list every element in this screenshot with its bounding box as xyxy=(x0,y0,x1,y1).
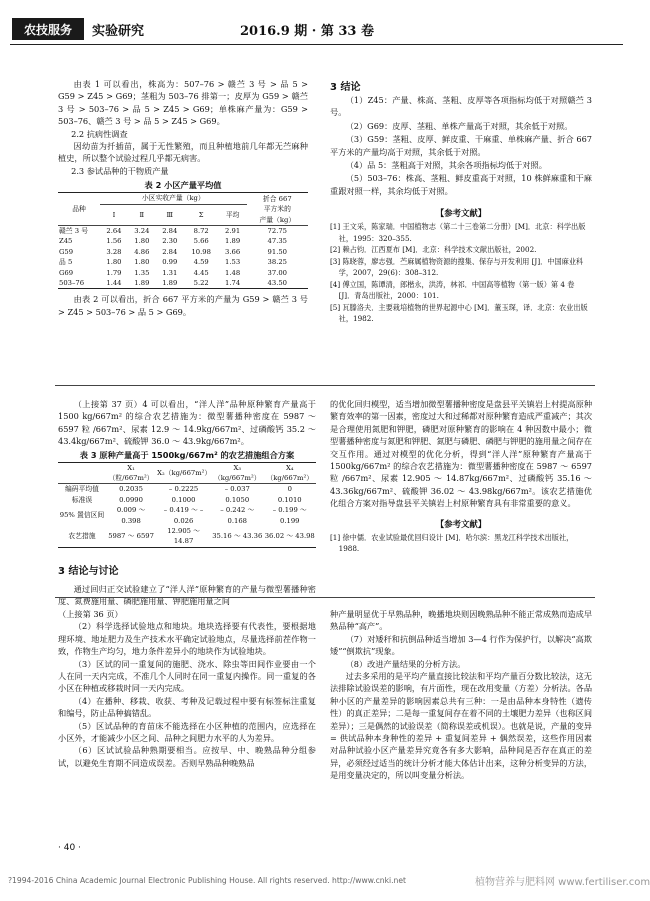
continuation-note: （上接第 36 页） xyxy=(58,609,123,619)
table-cell: 35.16 ～ 43.36 xyxy=(212,532,263,541)
table3-caption: 表 3 原种产量高于 1500kg/667m² 的农艺措施组合方案 xyxy=(79,449,295,460)
reference-item: [1] 王文采，陈家瑞．中国植物志（第二十三卷第二分册）[M]．北京：科学出版社，1995：320–355. xyxy=(330,222,586,243)
section-divider xyxy=(55,385,595,386)
lower-right-column xyxy=(330,608,592,782)
table-row xyxy=(58,236,308,246)
table-row xyxy=(58,505,316,526)
list-item: （5）区试品种的育苗床不能选择在小区种植的范围内，应选择在小区外，才能减少小区之间、品种之间肥力水平的人为差异。 xyxy=(58,720,316,744)
table2-body xyxy=(58,225,308,288)
table3-body xyxy=(58,484,316,547)
table-cell: 1.44 xyxy=(106,279,122,287)
table-cell: 1.89 xyxy=(162,279,178,287)
table-cell: – 0.419 ～ – 0.026 xyxy=(163,506,204,525)
table-cell: – 0.199 ～ 0.199 xyxy=(272,506,307,525)
table-cell: 12.905 ～ 14.87 xyxy=(167,527,200,546)
table-cell: 1.56 xyxy=(106,237,122,246)
table-cell: 1.80 xyxy=(134,258,150,267)
upper-right-column xyxy=(330,78,592,325)
conclusion-item: （1）Z45：产量、株高、茎粗、皮厚等各项指标均低于对照赣苎 3 号。 xyxy=(330,95,592,118)
row-label: 标准误 xyxy=(71,495,93,504)
variety-name: G59 xyxy=(59,247,74,256)
table-cell: 72.75 xyxy=(267,226,288,235)
table-cell: 0.1000 xyxy=(171,495,196,504)
table-cell: 37.00 xyxy=(267,268,288,277)
conclusion-list xyxy=(330,94,592,197)
table2-caption: 表 2 小区产量平均值 xyxy=(144,180,222,191)
heading-conclusion: 3 结论 xyxy=(330,82,361,93)
variety-name: 赣苎 3 号 xyxy=(59,226,89,235)
table2-head-group: 小区实收产量（kg） xyxy=(100,193,247,204)
paragraph-optimal-measures: （上接第 37 页）4 可以看出，“洋人洋”品种原种繁育产量高于 1500 kg/667m² 的综合农艺措施为：微型薯播种密度在 5987 ～ 6597 粒 /667m²、尿素 12.9 ～ 14.9kg/667m²、过磷酸钙 35.2 ～ 43.4kg/667m²、硫酸钾 36.0 ～ 43.9kg/667m²。 xyxy=(58,399,316,447)
table2-head-last: 平方米的 产量（kg） xyxy=(259,205,296,224)
list-item: （6）区试试验品种熟期要相当。应按早、中、晚熟品种分组参试，以避免生育期不同造成误差。否则早熟品种晚熟品 xyxy=(58,745,316,768)
row-label: 95% 置信区间 xyxy=(59,511,105,520)
table-row xyxy=(58,225,308,236)
variety-name: G69 xyxy=(59,268,74,277)
table-cell: 2.91 xyxy=(225,226,241,235)
table-cell: 43.50 xyxy=(267,279,288,287)
conclusion-item: （4）品 5：茎粗高于对照，其余各项指标均低于对照。 xyxy=(345,160,547,171)
table-cell: 10.98 xyxy=(191,247,211,256)
issue-label: 2016.9 期 · 第 33 卷 xyxy=(240,24,374,39)
table-cell: 0.2035 xyxy=(119,485,143,494)
table-cell: 1.79 xyxy=(106,268,122,277)
row-label: 农艺措施 xyxy=(68,532,96,541)
table-cell: – 0.242 ～ 0.168 xyxy=(220,506,255,525)
paragraph-disease: 因幼苗为扦插苗，属于无性繁殖，而且种植地前几年都无苎麻种植史，所以整个试验过程几乎都无病害。 xyxy=(58,141,308,164)
running-header xyxy=(0,18,633,44)
reference-item: [1] 徐中儒．农业试验最优回归设计 [M]．哈尔滨：黑龙江科学技术出版社，1988. xyxy=(330,532,574,554)
lower-left-column xyxy=(58,608,316,769)
paragraph-table1-analysis: 由表 1 可以看出，株高为：507–76 > 赣苎 3 号 > 品 5 > G59 > Z45 > G69；茎粗为 503–76 排第一；皮厚为 G59 > 赣苎 3 号 > 503–76 > 品 5 > Z45 > G69；单株麻产量为：G59 > 503–76、赣苎 3 号 > 品 5 > Z45 > G69。 xyxy=(58,79,308,127)
table2-head-col: Ⅰ xyxy=(112,210,116,219)
table-cell: 1.48 xyxy=(225,268,241,277)
table-cell: 36.02 ～ 43.98 xyxy=(264,532,315,541)
table-cell: 1.89 xyxy=(225,237,241,246)
table-row xyxy=(58,495,316,505)
watermark: 植物营养与肥料网 www.fertiliser.com xyxy=(475,877,650,888)
table-cell: 4.59 xyxy=(193,258,209,267)
subheading-2-2: 2.2 抗病性调查 xyxy=(71,128,128,139)
page-number: · 40 · xyxy=(58,843,81,853)
variety-name: 503–76 xyxy=(59,279,85,287)
table-cell: 1.35 xyxy=(134,268,150,277)
lower-left-list xyxy=(58,620,316,769)
table-cell: 1.31 xyxy=(162,268,178,277)
heading-conclusion-discussion: 3 结论与讨论 xyxy=(58,565,119,577)
middle-left-column xyxy=(58,398,316,608)
table-cell: 1.80 xyxy=(134,237,150,246)
table3-head-cell: X₄（kg/667m²） xyxy=(266,463,313,483)
table3-head-cell: X₂（kg/667m²） xyxy=(157,468,212,477)
table3 xyxy=(58,462,316,548)
list-item: 种产量明显优于早熟品种，晚播地块则因晚熟品种不能正常成熟而造成早熟品种“高产”。 xyxy=(330,609,593,632)
table-cell: 0.1050 xyxy=(225,495,250,504)
list-item: （4）在播种、移栽、收获、考种及记载过程中要有标签标注重复和编号，防止品种搞错乱。 xyxy=(58,695,316,719)
copyright-line: ?1994-2016 China Academic Journal Electronic Publishing House. All rights reserved. http://www.cnki.net xyxy=(8,876,407,885)
table-cell: 2.84 xyxy=(162,226,178,235)
lower-right-list xyxy=(330,608,592,782)
table-row xyxy=(58,247,308,257)
conclusion-item: （5）503–76：株高、茎粗、鲜皮重高于对照，10 株鲜麻重和干麻重跟对照一样，其余均低于对照。 xyxy=(330,173,592,196)
table-cell: 8.72 xyxy=(193,226,209,235)
table2-head-col: Ⅲ xyxy=(166,210,174,219)
reference-item: [5] 瓦滕洛夫．主要栽培植物的世界起源中心 [M]．董玉琛，译．北京：农业出版社，1982. xyxy=(330,302,588,324)
header-rule xyxy=(10,44,623,45)
table-cell: 47.35 xyxy=(267,237,288,246)
row-label: 编码平均值 xyxy=(65,485,99,494)
table-cell: 1.89 xyxy=(134,279,150,287)
table-cell: 1.80 xyxy=(106,258,122,267)
table-cell: 5.66 xyxy=(193,237,209,246)
table2-head-last-1: 折合 667 xyxy=(262,194,292,203)
table-row xyxy=(58,484,316,495)
table-row xyxy=(58,257,308,267)
references-list xyxy=(330,221,592,325)
table-row xyxy=(58,268,308,278)
table2-head-variety: 品种 xyxy=(72,204,86,213)
table2 xyxy=(58,192,308,289)
table-cell: 3.24 xyxy=(134,226,150,235)
section-divider-2 xyxy=(55,597,595,598)
table-cell: 2.30 xyxy=(162,237,178,246)
table-cell: 0 xyxy=(287,485,292,494)
references-title: 【参考文献】 xyxy=(435,208,487,219)
variety-name: 品 5 xyxy=(59,258,73,267)
table-cell: 4.45 xyxy=(193,268,209,277)
variety-name: Z45 xyxy=(59,237,73,246)
table2-head-col: Σ xyxy=(198,210,204,219)
paragraph-conclusion-cont: 的优化回归模型，适当增加微型薯播种密度是盘县平关镇岩上村提高原种繁育效率的第一因素，密度过大和过稀都对原种繁育造成严重减产；其次是合理使用氮肥和钾肥，磷肥对原种繁育的影响在 4 种因数中最小；微型薯播种密度与氮肥和钾肥、氮肥与磷肥、磷肥与钾肥的施用量之间存在交互作用。通过对模型的优化分析，得到“洋人洋”原种繁育产量高于 1500kg/667m² 的综合农艺措施为：微型薯播种密度在 5987 ～ 6597 粒 /667m²、尿素 12.905 ～ 14.87kg/667m²、过磷酸钙 35.16 ～ 43.36kg/667m²、硫酸钾 36.02 ～ 43.98kg/667m²。该农艺措施优化组合方案对指导盘县平关镇岩上村原种繁育具有非常重要的意义。 xyxy=(330,399,593,509)
table-cell: 38.25 xyxy=(267,258,288,267)
conclusion-item: （3）G59：茎粗、皮厚、鲜皮重、干麻重、单株麻产量、折合 667 平方米的产量均高于对照，其余低于对照。 xyxy=(330,134,592,157)
table-cell: 91.50 xyxy=(267,247,288,256)
table-cell: 4.86 xyxy=(134,247,150,256)
column-badge: 农技服务 xyxy=(12,18,84,40)
table3-head-cell: X₃（kg/667m²） xyxy=(214,463,261,483)
table-cell: 2.84 xyxy=(162,247,178,256)
conclusion-item: （2）G69：皮厚、茎粗、单株产量高于对照，其余低于对照。 xyxy=(345,120,573,131)
list-item: （7）对矮秆和抗倒品种适当增加 3—4 行作为保护行，以解决“高欺矮”“倒欺抗”现象。 xyxy=(330,633,592,657)
list-item: 过去多采用的是平均产量直接比较法和平均产量百分数比较法，这无法排除试验误差的影响，有片面性，现在改用变量（方差）分析法。各品种小区的产量差异的影响因素总共有三种：一是由品种本身特性（遗传性）的真正差异；二是每一重复间存在着不同的土壤肥力差异（也称区间差异）；三是偶然的试验误差（简称误差或机误）。也就是说，产量的变异 = 供试品种本身种性的差异 + 重复间差异 + 偶然误差，这些作用因素对品种试验小区产量差异究竟各有多大影响，品种间是否存在真正的差异，必须经过适当的统计分析才能大体估计出来，这种分析变异的方法，是用变量决定的，所以叫变量分析法。 xyxy=(330,671,593,781)
table-cell: 1.53 xyxy=(225,258,241,267)
table-cell: 5.22 xyxy=(193,279,209,287)
list-item: （8）改进产量结果的分析方法。 xyxy=(345,658,466,669)
reference-item: [2] 赖占钧．江西夏布 [M]．北京：科学技术文献出版社，2002. xyxy=(330,245,537,255)
paragraph-table2-analysis: 由表 2 可以看出，折合 667 平方米的产量为 G59 > 赣苎 3 号 > Z45 > 503–76 > 品 5 > G69。 xyxy=(58,294,308,317)
references-list-2 xyxy=(330,532,592,555)
list-item: （3）区试的同一重复间的施肥、浇水、除虫等田间作业要由一个人在同一天内完成，不准几个人同时在同一重复内操作。同一重复的各小区在种植或移栽时同一天内完成。 xyxy=(58,658,316,694)
table-cell: 0.1010 xyxy=(277,495,302,504)
upper-left-column xyxy=(58,78,308,318)
list-item: （2）科学选择试验地点和地块。地块选择要有代表性，要根据地理环境、地址肥力及生产技术水平确定试验地点，尽量选择前茬作物一致，作物生产均匀，地力条件差异小的地块作为试验地块。 xyxy=(58,621,316,657)
table-cell: 1.74 xyxy=(225,279,241,287)
reference-item: [3] 陈晓蓉，廖志强．苎麻属植物资源的搜集、保存与开发利用 [J]．中国麻业科学，2007，29(6)：308–312. xyxy=(330,256,584,278)
table-cell: 2.64 xyxy=(106,226,122,235)
table-cell: 0.0990 xyxy=(119,495,143,504)
table-cell: 3.28 xyxy=(106,247,122,256)
table-cell: 3.66 xyxy=(225,247,241,256)
table-cell: – 0.037 xyxy=(224,485,250,494)
table-cell: – 0.2225 xyxy=(168,485,199,494)
table-row xyxy=(58,526,316,547)
table3-head-cell: X₁（粒/667m²） xyxy=(108,463,154,483)
table-cell: 0.009 ～ 0.398 xyxy=(116,506,146,525)
table2-head-col: 平均 xyxy=(225,210,240,219)
paragraph-conclusion-start: 通过回归正交试验建立了“洋人洋”原种繁育的产量与微型薯播种密度、氮费施用量、磷肥施用量、钾肥施用量之间 xyxy=(58,583,316,607)
table-cell: 0.99 xyxy=(162,258,178,267)
references-title-2: 【参考文献】 xyxy=(435,518,487,529)
middle-right-column xyxy=(330,398,592,555)
table-row xyxy=(58,278,308,289)
section-name: 实验研究 xyxy=(92,24,145,39)
table3-head-cell xyxy=(58,462,106,484)
table2-head-col: Ⅱ xyxy=(139,210,145,219)
reference-item: [4] 傅立国，陈谭清，郎楷永，洪涛，林祁．中国高等植物（第一版）第 4 卷 [J]．青岛出版社，2000：101. xyxy=(330,279,575,301)
subheading-2-3: 2.3 参试品种的干物质产量 xyxy=(71,165,169,176)
table-cell: 5987 ～ 6597 xyxy=(108,532,154,541)
